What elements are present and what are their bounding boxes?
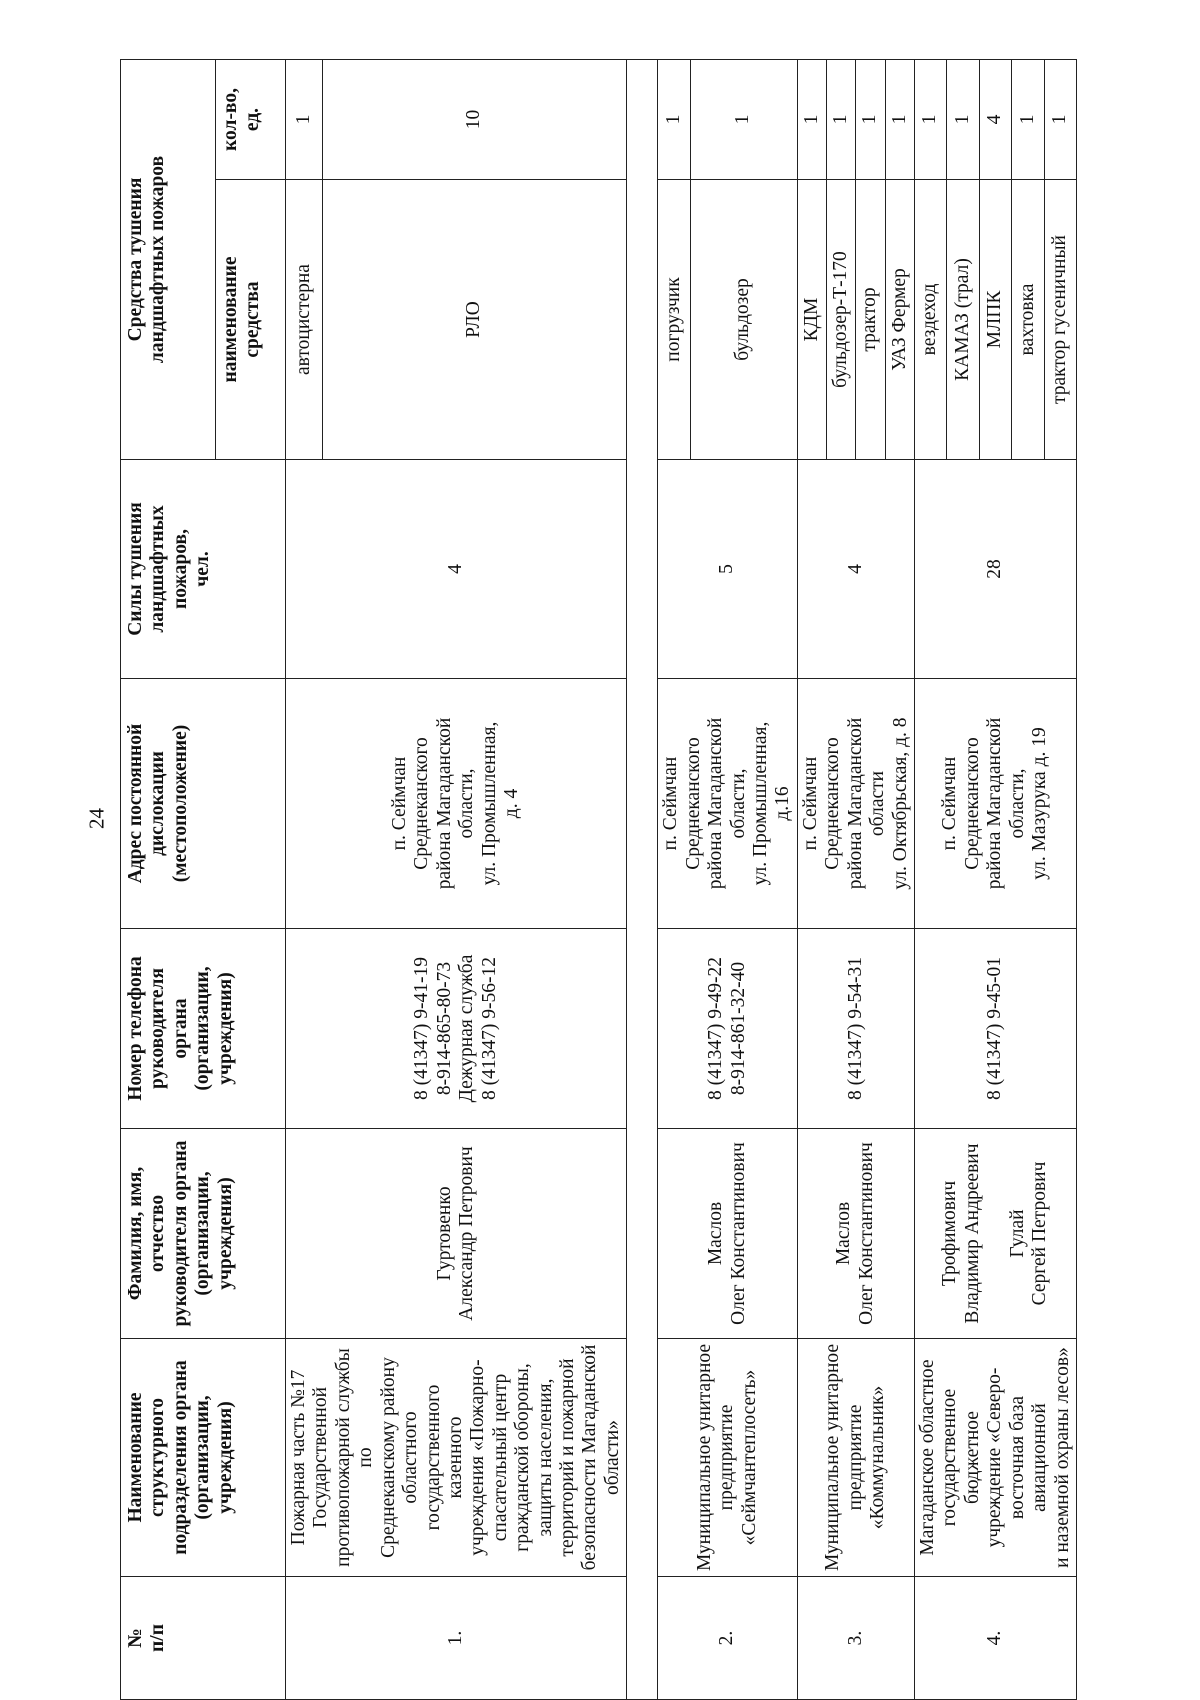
table-spacer xyxy=(627,60,658,1700)
row-phone: 8 (41347) 9-45-01 xyxy=(914,929,1076,1129)
equipment-name: погрузчик xyxy=(658,180,690,460)
equipment-name: автоцистерна xyxy=(286,180,323,460)
rotated-page xyxy=(120,60,1073,1700)
table-row xyxy=(658,60,690,1700)
table-spacer-cell xyxy=(627,60,658,1700)
header-head: Фамилия, имя, отчество руководителя органа (организации, учреждения) xyxy=(121,1129,286,1339)
equipment-name: бульдозер-Т-170 xyxy=(827,180,856,460)
header-means-qty: кол-во, ед. xyxy=(216,60,286,180)
equipment-name: РЛО xyxy=(322,180,627,460)
equipment-qty: 1 xyxy=(914,60,946,180)
row-forces: 4 xyxy=(286,460,627,679)
fire-forces-table xyxy=(120,59,1077,1700)
row-org-name: Муниципальное унитарное предприятие «Коммунальник» xyxy=(797,1339,914,1577)
row-forces: 5 xyxy=(658,460,798,679)
equipment-name: КАМАЗ (трал) xyxy=(947,180,979,460)
header-means-name: наименование средства xyxy=(216,180,286,460)
row-forces: 4 xyxy=(797,460,914,679)
equipment-qty: 1 xyxy=(797,60,826,180)
equipment-name: вахтовка xyxy=(1012,180,1044,460)
header-row xyxy=(121,60,216,1700)
row-num: 4. xyxy=(914,1577,1076,1700)
row-num: 2. xyxy=(658,1577,798,1700)
row-org-name: Магаданское областное государственное бюджетное учреждение «Северо- восточная база авиационной и наземной охраны лесов» xyxy=(914,1339,1076,1577)
equipment-qty: 1 xyxy=(856,60,885,180)
equipment-qty: 4 xyxy=(979,60,1011,180)
header-means: Средства тушения ландшафтных пожаров xyxy=(121,60,216,460)
row-head-name: Маслов Олег Константинович xyxy=(658,1129,798,1339)
row-head-name: Маслов Олег Константинович xyxy=(797,1129,914,1339)
equipment-name: вездеход xyxy=(914,180,946,460)
table-row xyxy=(914,60,946,1700)
equipment-name: трактор гусеничный xyxy=(1044,180,1076,460)
row-org-name: Пожарная часть №17 Государственной противопожарной службы по Среднеканскому району областного государственного казенного учреждения «Пожарно- спасательный центр гражданской обороны, защиты населения, территорий и пожарной безопасности Магаданской области» xyxy=(286,1339,627,1577)
table-row xyxy=(797,60,826,1700)
equipment-name: бульдозер xyxy=(690,180,797,460)
equipment-qty: 1 xyxy=(827,60,856,180)
header-name: Наименование структурного подразделения органа (организации, учреждения) xyxy=(121,1339,286,1577)
equipment-name: МЛПК xyxy=(979,180,1011,460)
header-forces: Силы тушения ландшафтных пожаров, чел. xyxy=(121,460,286,679)
equipment-name: УАЗ Фермер xyxy=(885,180,914,460)
row-phone: 8 (41347) 9-41-19 8-914-865-80-73 Дежурная служба 8 (41347) 9-56-12 xyxy=(286,929,627,1129)
equipment-qty: 1 xyxy=(658,60,690,180)
header-address: Адрес постоянной дислокации (местоположение) xyxy=(121,679,286,929)
equipment-name: трактор xyxy=(856,180,885,460)
table-row xyxy=(286,60,323,1700)
equipment-qty: 1 xyxy=(1012,60,1044,180)
row-address: п. Сеймчан Среднеканского района Магаданской области ул. Октябрьская, д. 8 xyxy=(797,679,914,929)
equipment-name: КДМ xyxy=(797,180,826,460)
equipment-qty: 1 xyxy=(1044,60,1076,180)
row-address: п. Сеймчан Среднеканского района Магаданской области, ул. Промышленная, д.16 xyxy=(658,679,798,929)
equipment-qty: 1 xyxy=(286,60,323,180)
equipment-qty: 1 xyxy=(947,60,979,180)
equipment-qty: 10 xyxy=(322,60,627,180)
row-phone: 8 (41347) 9-54-31 xyxy=(797,929,914,1129)
header-num: № п/п xyxy=(121,1577,286,1700)
page-number: 24 xyxy=(84,808,109,829)
row-address: п. Сеймчан Среднеканского района Магаданской области, ул. Промышленная, д. 4 xyxy=(286,679,627,929)
row-head-name: Трофимович Владимир Андреевич Гулай Сергей Петрович xyxy=(914,1129,1076,1339)
row-forces: 28 xyxy=(914,460,1076,679)
row-org-name: Муниципальное унитарное предприятие «Сеймчантеплосеть» xyxy=(658,1339,798,1577)
row-head-name: Гуртовенко Александр Петрович xyxy=(286,1129,627,1339)
row-address: п. Сеймчан Среднеканского района Магаданской области, ул. Мазурука д. 19 xyxy=(914,679,1076,929)
row-phone: 8 (41347) 9-49-22 8-914-861-32-40 xyxy=(658,929,798,1129)
equipment-qty: 1 xyxy=(885,60,914,180)
header-phone: Номер телефона руководителя органа (организации, учреждения) xyxy=(121,929,286,1129)
row-num: 3. xyxy=(797,1577,914,1700)
equipment-qty: 1 xyxy=(690,60,797,180)
row-num: 1. xyxy=(286,1577,627,1700)
